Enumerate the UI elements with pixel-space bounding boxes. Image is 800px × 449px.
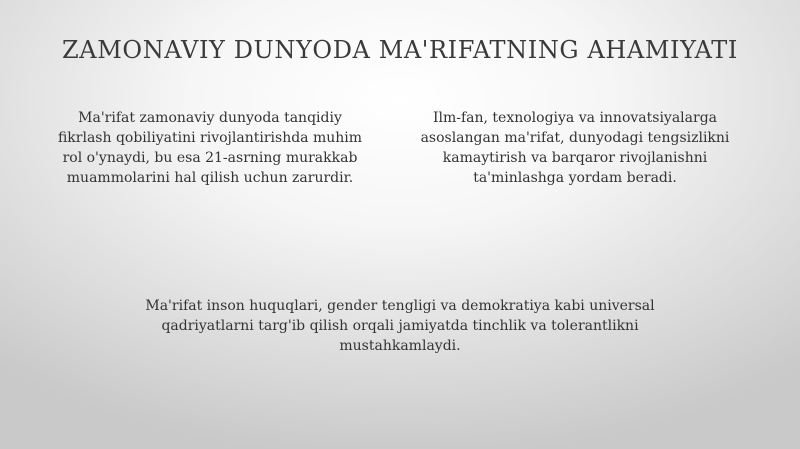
right-paragraph: Ilm-fan, texnologiya va innovatsiyalarga asoslangan ma'rifat, dunyodagi tengsizlikni kamaytirish va barqaror rivojlanishni ta'minlashga yordam beradi. <box>420 110 730 186</box>
left-paragraph: Ma'rifat zamonaviy dunyoda tanqidiy fikrlash qobiliyatini rivojlantirishda muhim rol o'ynaydi, bu esa 21-asrning murakkab muammolarini hal qilish uchun zarurdir. <box>57 110 363 186</box>
slide-title: ZAMONAVIY DUNYODA MA'RIFATNING AHAMIYATI <box>62 36 738 64</box>
bottom-paragraph: Ma'rifat inson huquqlari, gender tengligi va demokratiya kabi universal qadriyatlarni targ'ib qilish orqali jamiyatda tinchlik va tolerantlikni mustahkamlaydi. <box>145 298 655 354</box>
